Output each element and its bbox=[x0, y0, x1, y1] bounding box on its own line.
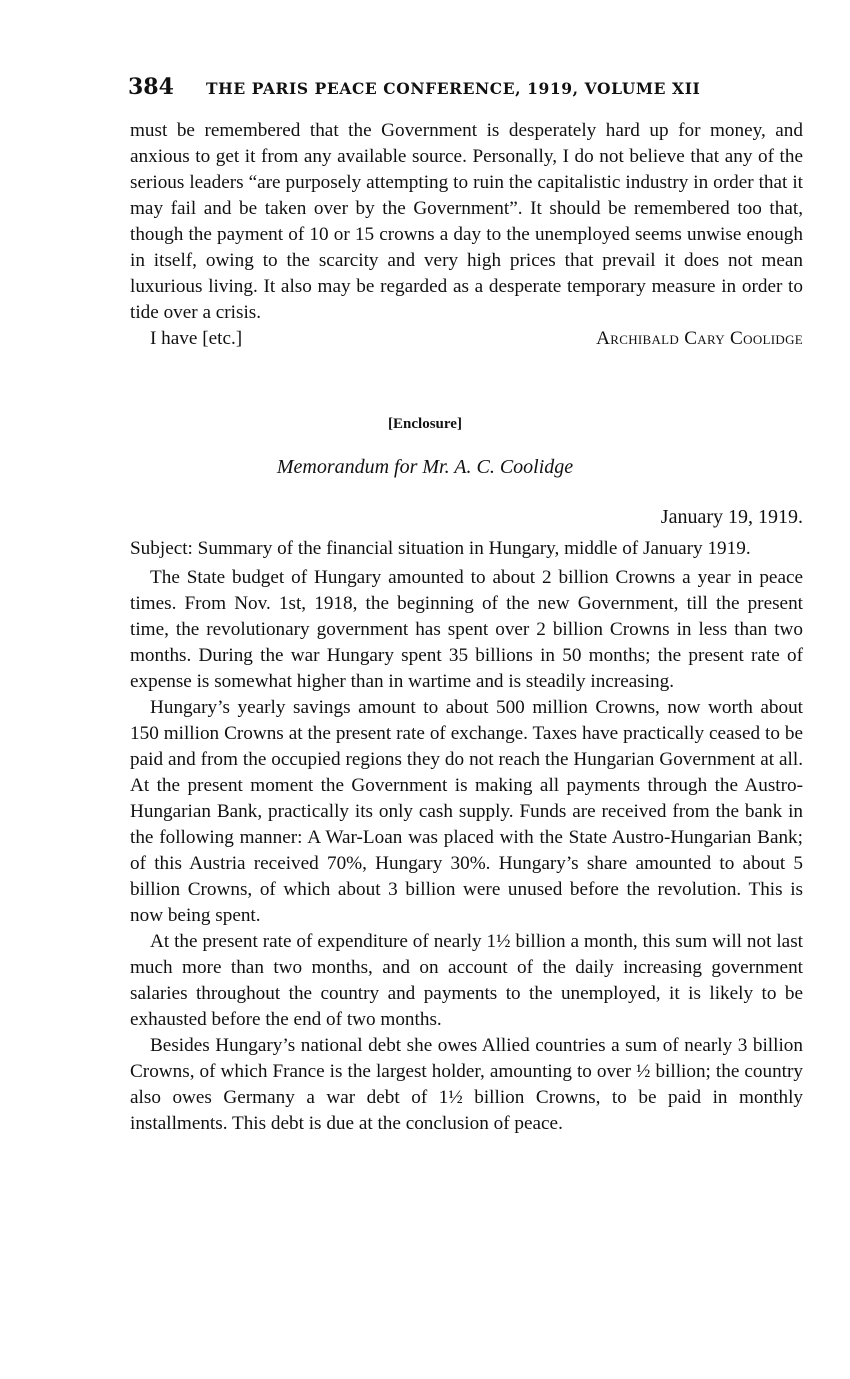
running-title: THE PARIS PEACE CONFERENCE, 1919, VOLUME XII bbox=[206, 79, 701, 98]
letter-paragraph: must be remembered that the Government is desperately hard up for money, and anxious to get it from any available source. Personally, I do not believe that any of the serious leaders “are purposely attempting to ruin the capitalistic industry in order that it may fail and be taken over by the Government”. It should be remembered too that, though the payment of 10 or 15 crowns a day to the unemployed seems unwise enough in itself, owing to the scarcity and very high prices that prevail it does not mean luxurious living. It also may be regarded as a desperate temporary measure in order to tide over a crisis. bbox=[130, 120, 803, 323]
signature: Archibald Cary Coolidge bbox=[596, 328, 803, 349]
memo-paragraph: The State budget of Hungary amounted to about 2 billion Crowns a year in peace times. From Nov. 1st, 1918, the beginning of the new Government, till the present time, the revolutionary government has spent over 2 billion Crowns in less than two months. During the war Hungary spent 35 billions in 50 months; the present rate of expense is somewhat higher than in wartime and is steadily increasing. bbox=[130, 567, 803, 692]
letter-closing-line bbox=[130, 326, 803, 352]
closing-text: I have [etc.] bbox=[150, 328, 243, 349]
memo-body bbox=[130, 538, 803, 1137]
memo-paragraph: At the present rate of expenditure of nearly 1½ billion a month, this sum will not last much more than two months, and on account of the daily increasing government salaries throughout the country and payments to the unemployed, it is likely to be exhausted before the end of two months. bbox=[130, 931, 803, 1030]
memo-subject: Subject: Summary of the financial situation in Hungary, middle of January 1919. bbox=[130, 538, 751, 559]
enclosure-label: [Enclosure] bbox=[388, 416, 462, 432]
memo-date: January 19, 1919. bbox=[660, 506, 803, 528]
memo-paragraph: Hungary’s yearly savings amount to about 500 million Crowns, now worth about 150 million Crowns at the present rate of exchange. Taxes have practically ceased to be paid and from the occupied regions they do not reach the Hungarian Government at all. At the present moment the Government is making all payments through the Austro-Hungarian Bank, practically its only cash supply. Funds are received from the bank in the following manner: A War-Loan was placed with the State Austro-Hungarian Bank; of this Austria received 70%, Hungary 30%. Hungary’s share amounted to about 5 billion Crowns, of which about 3 billion were unused before the revolution. This is now being spent. bbox=[130, 697, 803, 926]
memo-paragraph: Besides Hungary’s national debt she owes Allied countries a sum of nearly 3 billion Crowns, of which France is the largest holder, amounting to over ½ billion; the country also owes Germany a war debt of 1½ billion Crowns, to be paid in monthly installments. This debt is due at the conclusion of peace. bbox=[130, 1035, 803, 1134]
memo-title: Memorandum for Mr. A. C. Coolidge bbox=[276, 456, 574, 478]
letter-section bbox=[130, 118, 803, 352]
running-header bbox=[128, 74, 808, 102]
page-number: 384 bbox=[128, 74, 174, 100]
